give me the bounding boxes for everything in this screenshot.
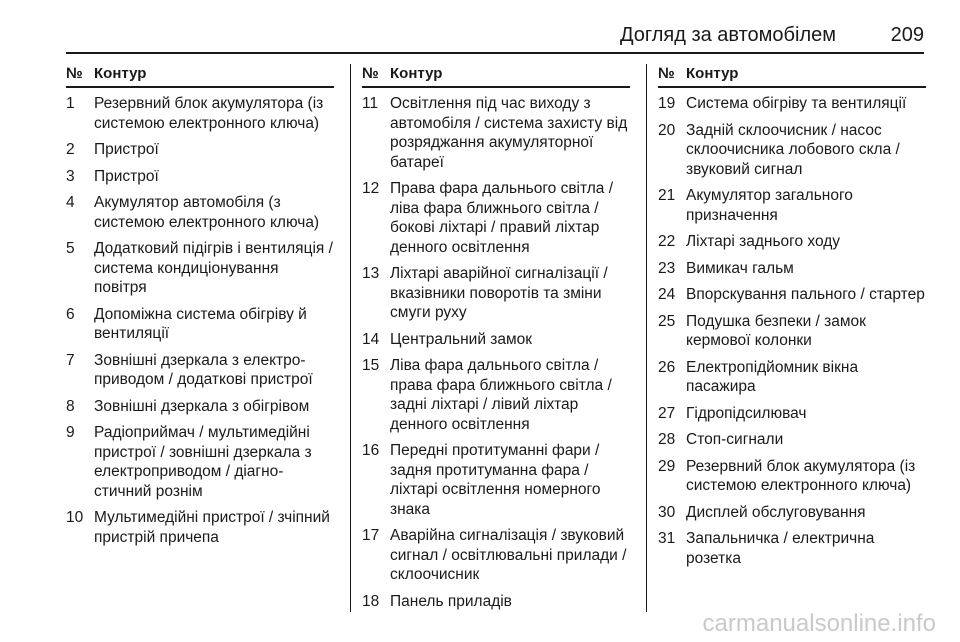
fuse-number: 18 (362, 592, 380, 610)
column-divider (646, 64, 647, 612)
fuse-circuit: Гідропідсилювач (686, 404, 807, 422)
table-header (362, 64, 630, 88)
table-row (66, 94, 334, 133)
fuse-circuit: Резервний блок акумулятора (із системою електронного ключа) (94, 95, 324, 132)
table-row (658, 186, 926, 225)
fuse-number: 14 (362, 330, 380, 348)
fuse-number: 24 (658, 286, 676, 303)
watermark: carmanualsonline.info (702, 610, 936, 637)
fuse-circuit: Електропідйомник вікна пасажира (686, 358, 859, 395)
table-row (66, 508, 334, 547)
fuse-table-column-1 (66, 64, 334, 554)
fuse-circuit: Права фара дальнього світла / ліва фара ближнього світла / бокові ліхтарі / правий ліхтар денного освітлення (390, 180, 614, 256)
table-row (362, 592, 630, 612)
table-row (362, 356, 630, 434)
fuse-number: 25 (658, 312, 676, 330)
table-row (658, 121, 926, 180)
fuse-number: 16 (362, 442, 380, 459)
fuse-number: 3 (66, 167, 75, 185)
table-row (362, 264, 630, 323)
table-row (66, 140, 334, 160)
table-row (362, 179, 630, 257)
table-header (66, 64, 334, 88)
fuse-number: 2 (66, 141, 75, 158)
table-row (658, 430, 926, 450)
fuse-circuit: Впорскування пального / стартер (686, 286, 925, 303)
table-row (658, 503, 926, 523)
table-row (66, 305, 334, 344)
fuse-circuit: Резервний блок акумулятора (із системою електронного ключа) (686, 457, 916, 494)
fuse-circuit: Пристрої (94, 141, 159, 158)
fuse-number: 10 (66, 509, 84, 526)
table-row (658, 312, 926, 351)
header-contour: Контур (94, 65, 147, 82)
fuse-circuit: Зовнішні дзеркала з електроприводом / додаткові пристрої (94, 351, 313, 388)
fuse-number: 26 (658, 358, 676, 376)
fuse-circuit: Акумулятор загального призначення (686, 187, 853, 224)
table-row (658, 285, 926, 305)
table-row (362, 526, 630, 585)
fuse-number: 22 (658, 233, 676, 250)
header-contour: Контур (390, 65, 443, 82)
table-row (66, 351, 334, 390)
fuse-circuit: Задній склоочисник / насос склоочисника лобового скла / звуковий сигнал (686, 121, 900, 178)
header-contour: Контур (686, 65, 739, 82)
fuse-circuit: Запальничка / електрична розетка (686, 530, 875, 567)
table-row (658, 404, 926, 424)
fuse-table-column-3 (658, 64, 926, 575)
table-row (66, 193, 334, 232)
fuse-number: 30 (658, 503, 676, 521)
fuse-circuit: Мультимедійні пристрої / зчіпний пристрій причепа (94, 509, 330, 546)
table-row (362, 441, 630, 519)
fuse-number: 23 (658, 259, 676, 277)
fuse-number: 15 (362, 357, 380, 374)
fuse-number: 27 (658, 404, 676, 422)
header-number: № (362, 65, 379, 82)
fuse-number: 5 (66, 240, 75, 257)
table-row (658, 94, 926, 114)
table-row (66, 239, 334, 298)
fuse-circuit: Допоміжна система обігріву й вентиляції (94, 305, 307, 342)
table-row (658, 232, 926, 252)
fuse-circuit: Ліхтарі заднього ходу (686, 233, 841, 250)
fuse-circuit: Подушка безпеки / замок кермової колонки (686, 312, 866, 349)
fuse-table-column-2 (362, 64, 630, 618)
fuse-number: 4 (66, 194, 75, 211)
fuse-number: 21 (658, 187, 676, 204)
fuse-number: 28 (658, 431, 676, 448)
table-row (658, 358, 926, 397)
fuse-number: 6 (66, 305, 75, 323)
fuse-number: 19 (658, 95, 676, 112)
fuse-number: 20 (658, 121, 676, 139)
column-divider (350, 64, 351, 612)
fuse-number: 9 (66, 424, 75, 441)
fuse-circuit: Передні протитуманні фари / задня протитуманна фара / ліхтарі освітлення номерного знака (390, 442, 601, 518)
fuse-circuit: Акумулятор автомобіля (з системою електронного ключа) (94, 194, 320, 231)
fuse-number: 31 (658, 530, 676, 547)
fuse-number: 13 (362, 265, 380, 282)
fuse-number: 1 (66, 95, 75, 112)
fuse-number: 17 (362, 527, 380, 544)
fuse-circuit: Вимикач гальм (686, 259, 794, 277)
table-row (658, 259, 926, 279)
fuse-circuit: Радіоприймач / мультимедійні пристрої / зовнішні дзеркала з електроприводом / діагностичний рознім (94, 424, 312, 500)
table-row (66, 423, 334, 501)
fuse-circuit: Аварійна сигналізація / звуковий сигнал / освітлювальні прилади / склоочисник (390, 527, 627, 583)
table-row (362, 94, 630, 172)
page-header (66, 22, 924, 54)
fuse-number: 7 (66, 351, 75, 369)
fuse-circuit: Дисплей обслуговування (686, 503, 866, 521)
fuse-circuit: Центральний замок (390, 330, 533, 348)
fuse-number: 8 (66, 397, 75, 415)
fuse-number: 11 (362, 95, 379, 112)
fuse-circuit: Ліва фара дальнього світла / права фара ближнього світла / задні ліхтарі / лівий ліхтар денного освітлення (390, 357, 612, 433)
fuse-circuit: Освітлення під час виходу з автомобіля / система захисту від розряджання акумуляторної батареї (390, 95, 628, 171)
table-row (66, 167, 334, 187)
fuse-circuit: Панель приладів (390, 592, 512, 610)
fuse-number: 12 (362, 180, 380, 197)
fuse-circuit: Пристрої (94, 167, 159, 185)
page-number: 209 (890, 24, 924, 46)
fuse-circuit: Система обігріву та вентиляції (686, 95, 907, 112)
fuse-circuit: Стоп-сигнали (686, 431, 784, 448)
table-header (658, 64, 926, 88)
table-row (658, 529, 926, 568)
header-number: № (658, 65, 675, 82)
table-row (66, 397, 334, 417)
page-title: Догляд за автомобілем (619, 24, 836, 46)
table-row (362, 330, 630, 350)
table-row (658, 457, 926, 496)
header-number: № (66, 65, 83, 82)
fuse-circuit: Ліхтарі аварійної сигналізації / вказівники поворотів та зміни смуги руху (390, 265, 608, 321)
fuse-circuit: Зовнішні дзеркала з обігрівом (94, 397, 310, 415)
fuse-number: 29 (658, 457, 676, 475)
fuse-circuit: Додатковий підігрів і вентиляція / система кондиціонування повітря (94, 240, 333, 296)
